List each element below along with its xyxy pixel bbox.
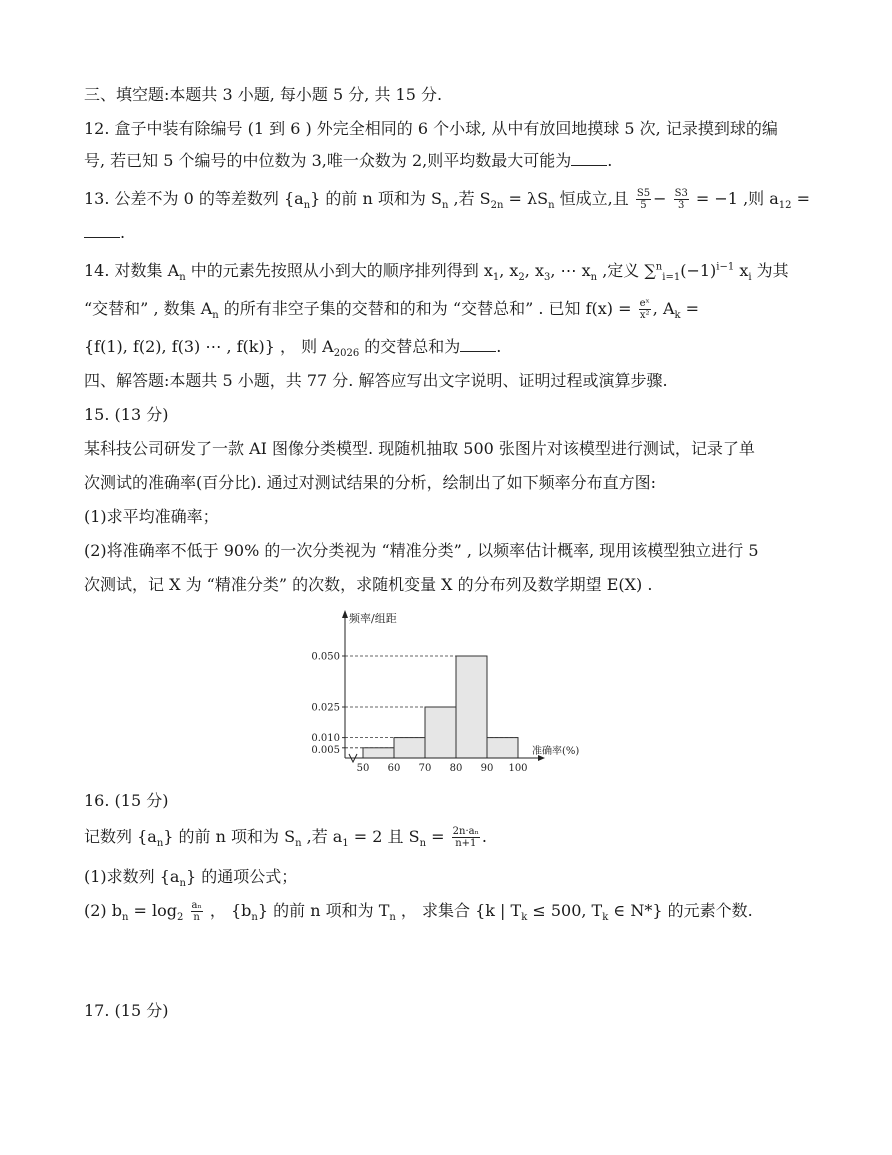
sub-3: 3 [544, 272, 551, 284]
q14-text-e: (−1) [680, 261, 717, 280]
q12-text: 号, 若已知 5 个编号的中位数为 3,唯一众数为 2,则平均数最大可能为 [84, 151, 572, 170]
q16-text-i: ， {b [204, 901, 252, 920]
sub-1: 1 [342, 838, 349, 850]
y-tick-label: 0.050 [311, 651, 340, 663]
sub-n: n [548, 200, 555, 212]
q16-line1: 记数列 $\{a_n\}$ 的前 n 项和为 $S_n$ ,若 $a_1 = 2$ 且 $S_n$ = $\frac{\text{2n·aₙ}}{n+1}$ . [84, 826, 488, 850]
sub-2n: 2n [490, 200, 504, 212]
histogram-bar [456, 656, 487, 758]
q14-text-i: , A [652, 299, 675, 318]
q14-text-h: 的所有非空子集的交替和的和为 “交替总和” . 已知 f(x) = [218, 299, 632, 318]
section-answer-title: 四、解答题:本题共 5 小题，共 77 分. 解答应写出文字说明、证明过程或演算步骤. [84, 371, 668, 390]
histogram-bar [394, 738, 425, 758]
q16-header: 16. (15 分) [84, 791, 169, 810]
sub-2: 2 [518, 272, 525, 284]
exp-i-1: i−1 [716, 261, 735, 273]
q13-text-f: = −1 ,则 a [690, 189, 779, 208]
histogram-bar [487, 738, 518, 758]
q13-text-e: 恒成立,且 [554, 189, 629, 208]
x-tick-label: 100 [508, 763, 528, 774]
q13-text-b: } 的前 n 项和为 S [310, 189, 442, 208]
histogram-chart [300, 606, 600, 778]
sub-k: k [674, 310, 681, 322]
sub-n: n [212, 310, 219, 322]
frac-num: S5 [636, 188, 651, 199]
q13-line2 [84, 222, 125, 244]
q14-text-g: “交替和” , 数集 A [84, 299, 213, 318]
sub-n: n [295, 838, 302, 850]
sub-k: k [602, 912, 609, 924]
sub-n: n [251, 912, 258, 924]
answer-blank [460, 337, 496, 352]
q14-text-b: 中的元素先按照从小到大的顺序排列得到 x [185, 261, 493, 280]
period: . [607, 151, 613, 170]
q14-text-j: {f(1), f(2), f(3) ⋯ , f(k)} ， 则 A [84, 337, 334, 356]
q16-part1 [84, 866, 297, 888]
q13-text-c: ,若 S [448, 189, 491, 208]
y-tick-label: 0.005 [311, 744, 340, 756]
sub-n: n [179, 878, 186, 890]
frac-den: n [193, 912, 200, 923]
fraction-sn [452, 826, 480, 849]
q14-text-k: 的交替总和为 [359, 337, 461, 356]
frac-num: aₙ [191, 900, 202, 911]
minus: − [653, 189, 667, 208]
q13-line1: 13. 公差不为 0 的等差数列 $\{a_n\}$ 的前 n 项和为 $S_n$ ,若 $S_{2n} = \lambda S_n$ 恒成立,且 $\frac{S5}{5}$ − $\frac{S3}{3}$ = −1 ,则 $a_{12}$ = [84, 188, 811, 212]
fraction-s5 [636, 188, 651, 211]
sum-top: n [655, 261, 663, 273]
q16-text-f: } 的通项公式； [185, 867, 298, 886]
q16-part2 [84, 900, 753, 923]
q13-text-a: 13. 公差不为 0 的等差数列 {a [84, 189, 304, 208]
section-fill-in-title: 三、填空题:本题共 3 小题, 每小题 5 分, 共 15 分. [84, 85, 443, 104]
x-tick-label: 90 [480, 763, 494, 774]
q12-line2 [84, 150, 612, 172]
q15-part1: (1)求平均准确率； [84, 507, 219, 526]
x-axis-title: 准确率(%) [532, 746, 580, 757]
sub-n: n [122, 912, 129, 924]
frac-num: eˣ [639, 298, 650, 309]
q14-line1: 14. 对数集 $A_n$ 中的元素先按照从小到大的顺序排列得到 $x_1$, $x_2$, $x_3$, ⋯ $x_n$ ,定义 $\sum^n_{i=1}(-1)^{i-1}$ $x_i$ 为其 [84, 261, 789, 284]
q14-text-c: , ⋯ x [550, 261, 591, 280]
sub-n: n [590, 272, 598, 284]
y-tick-label: 0.025 [311, 702, 340, 714]
q15-header: 15. (13 分) [84, 405, 169, 424]
sub-n: n [179, 272, 186, 284]
sub-1: 1 [492, 272, 500, 284]
frac-den: 3 [678, 200, 685, 211]
sub-n: n [156, 838, 164, 850]
q14-text-f: 为其 [751, 261, 789, 280]
q16-text-m: ∈ N*} 的元素个数. [608, 901, 753, 920]
q15-line2: 次测试的准确率(百分比). 通过对测试结果的分析，绘制出了如下频率分布直方图: [84, 473, 657, 492]
frac-den: 5 [640, 200, 647, 211]
q16-text-c: ,若 a [301, 827, 343, 846]
q16-text-g: (2) b [84, 901, 122, 920]
q16-text-e: (1)求数列 {a [84, 867, 180, 886]
q16-text-k: ， 求集合 {k | T [395, 901, 522, 920]
q16-text-j: } 的前 n 项和为 T [257, 901, 390, 920]
q12-line1: 12. 盒子中装有除编号 (1 到 6 ) 外完全相同的 6 个小球, 从中有放回地摸球 5 次, 记录摸到球的编 [84, 119, 778, 138]
period: . [120, 223, 126, 242]
frac-den: n+1 [455, 838, 477, 849]
sub-i: i [748, 272, 752, 284]
q13-text-d: = λS [503, 189, 549, 208]
x-tick-label: 70 [418, 763, 432, 774]
q15-part2: (2)将准确率不低于 90% 的一次分类视为 “精准分类” , 以频率估计概率, 现用该模型独立进行 5 [84, 541, 759, 560]
y-axis-arrow [342, 610, 348, 618]
fraction-ex-x2 [639, 298, 651, 321]
histogram-bar [363, 748, 394, 758]
fraction-an-n [191, 900, 203, 923]
sub-2: 2 [177, 912, 184, 924]
frac-den: x² [639, 310, 650, 321]
q14-line3 [84, 336, 501, 358]
sub-2026: 2026 [333, 348, 360, 360]
period: . [496, 337, 502, 356]
q14-text-d: ,定义 ∑ [597, 261, 656, 280]
y-tick-label: 0.010 [311, 733, 340, 745]
sub-12: 12 [778, 200, 792, 212]
q15-line3: 次测试，记 X 为 “精准分类” 的次数，求随机变量 X 的分布列及数学期望 E(X) . [84, 575, 653, 594]
sub-n: n [389, 912, 396, 924]
q16-text-a: 记数列 {a [84, 827, 157, 846]
sub-k: k [521, 912, 528, 924]
fraction-s3 [674, 188, 689, 211]
x-tick-label: 80 [449, 763, 463, 774]
y-axis-title: 频率/组距 [349, 612, 397, 625]
answer-blank [571, 151, 607, 166]
q14-text-a: 14. 对数集 A [84, 261, 180, 280]
q16-text-h: = log [128, 901, 178, 920]
sub-n: n [303, 200, 311, 212]
q16-text-b: } 的前 n 项和为 S [163, 827, 296, 846]
x-tick-label: 60 [387, 763, 401, 774]
q16-text-d: = 2 且 S [348, 827, 420, 846]
frac-num: 2n·aₙ [452, 826, 479, 837]
q15-line1: 某科技公司研发了一款 AI 图像分类模型. 现随机抽取 500 张图片对该模型进行测试，记录了单 [84, 439, 755, 458]
q16-text-l: ≤ 500, T [527, 901, 603, 920]
sub-n: n [419, 838, 427, 850]
answer-blank [84, 223, 120, 238]
q14-line2: “交替和” , 数集 $A_n$ 的所有非空子集的交替和的和为 “交替总和” . 已知 f(x) = $\frac{\text{eˣ}}{\text{x²}}$ , $A_k$ = [84, 298, 700, 322]
period: . [481, 827, 488, 846]
x-tick-label: 50 [356, 763, 370, 774]
histogram-bar [425, 707, 456, 758]
sub-n: n [441, 200, 449, 212]
sum-bottom: i=1 [662, 272, 681, 284]
frac-num: S3 [674, 188, 688, 199]
q17-header: 17. (15 分) [84, 1001, 169, 1020]
